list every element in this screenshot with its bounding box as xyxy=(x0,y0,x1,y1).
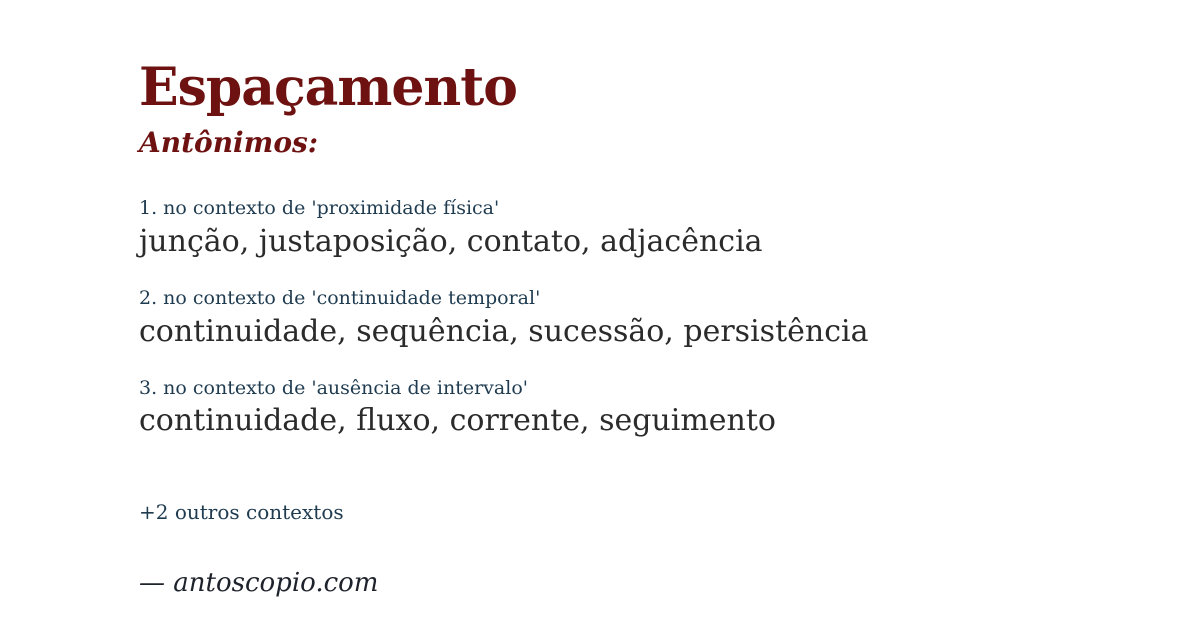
context-label: 2. no contexto de 'continuidade temporal' xyxy=(139,286,541,309)
antonyms-text: junção, justaposição, contato, adjacência xyxy=(139,223,763,259)
page-title: Espaçamento xyxy=(139,57,517,118)
attribution-source: — antoscopio.com xyxy=(139,568,379,599)
context-label: 3. no contexto de 'ausência de intervalo' xyxy=(139,376,528,399)
definition-item xyxy=(139,287,1140,350)
more-contexts-link[interactable]: +2 outros contextos xyxy=(139,500,344,525)
antonyms-text: continuidade, sequência, sucessão, persistência xyxy=(139,313,869,349)
definitions-list xyxy=(139,197,1140,439)
definition-item xyxy=(139,377,1140,440)
context-label: 1. no contexto de 'proximidade física' xyxy=(139,197,500,219)
antonyms-text: continuidade, fluxo, corrente, seguimento xyxy=(139,403,776,439)
antonyms-heading: Antônimos: xyxy=(139,126,319,159)
definition-item xyxy=(139,197,1140,260)
